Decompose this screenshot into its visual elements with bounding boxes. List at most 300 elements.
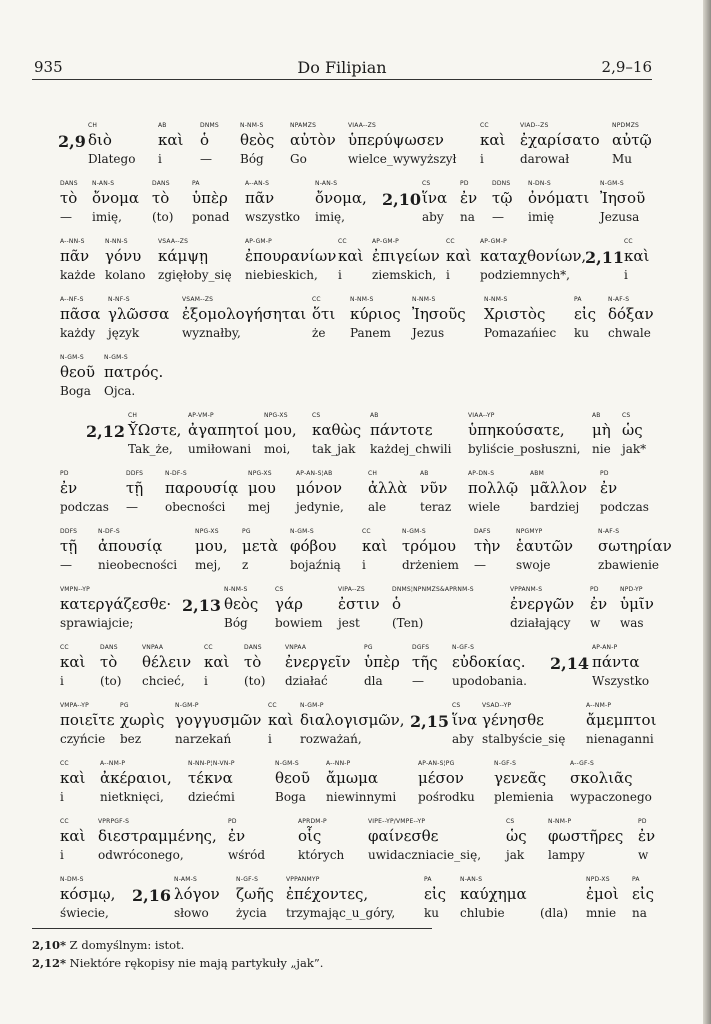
greek-word: ἐχαρίσατο — [520, 131, 600, 149]
greek-word: ὑπὲρ — [192, 189, 228, 207]
polish-gloss: w — [590, 616, 601, 630]
verse-number: 2,13 — [182, 596, 221, 615]
greek-word: παρουσίᾳ — [165, 479, 239, 497]
morph-tag: CC — [60, 818, 69, 825]
greek-word: ὑπερύψωσεν — [348, 131, 444, 149]
polish-gloss: działający — [510, 616, 571, 630]
greek-word: αὐτῷ — [612, 131, 652, 149]
morph-tag: A--GF-S — [570, 760, 594, 767]
morph-tag: CC — [338, 238, 347, 245]
greek-word: καὶ — [480, 131, 506, 149]
polish-gloss: — — [60, 210, 72, 224]
greek-word: μου — [248, 479, 276, 497]
polish-gloss: wielce_wywyższył — [348, 152, 457, 166]
polish-gloss: jedynie, — [296, 500, 344, 514]
polish-gloss: — — [474, 558, 486, 572]
polish-gloss: Pomazańiec — [484, 326, 557, 340]
greek-word: αὐτὸν — [290, 131, 336, 149]
morph-tag: N-GM-P — [175, 702, 199, 709]
morph-tag: PA — [192, 180, 200, 187]
polish-gloss: swoje — [516, 558, 551, 572]
morph-tag: VSAD--YP — [482, 702, 512, 709]
morph-tag: A--NM-P — [100, 760, 126, 767]
morph-tag: AB — [592, 412, 601, 419]
morph-tag: CH — [368, 470, 378, 477]
greek-word: φαίνεσθε — [368, 827, 439, 845]
greek-word: ὡς — [506, 827, 527, 845]
polish-gloss: nienaganni — [586, 732, 654, 746]
greek-word: πάντοτε — [370, 421, 433, 439]
morph-tag: DNMS¦NPNMZS&APRNM-S — [392, 586, 474, 593]
morph-tag: APRDM-P — [298, 818, 327, 825]
polish-gloss: słowo — [174, 906, 209, 920]
morph-tag: N-NM-S — [224, 586, 248, 593]
morph-tag: DAFS — [474, 528, 491, 535]
polish-gloss: język — [108, 326, 140, 340]
polish-gloss: każdej_chwili — [370, 442, 452, 456]
morph-tag: N-NM-S — [350, 296, 374, 303]
morph-tag: DDNS — [492, 180, 511, 187]
polish-gloss: podziemnych*, — [480, 268, 570, 282]
polish-gloss: na — [632, 906, 647, 920]
morph-tag: CS — [312, 412, 321, 419]
morph-tag: N-GM-S — [60, 354, 84, 361]
greek-word: ὀνόματι — [528, 189, 590, 207]
polish-gloss: Go — [290, 152, 307, 166]
greek-word: ἐν — [228, 827, 246, 845]
polish-gloss: jak — [506, 848, 525, 862]
polish-gloss: i — [362, 558, 366, 572]
morph-tag: PD — [60, 470, 69, 477]
polish-gloss: życia — [236, 906, 267, 920]
polish-gloss: każdy — [60, 326, 96, 340]
greek-word: ἐν — [460, 189, 478, 207]
footnote-text: Niektóre rękopisy nie mają partykuły „jak”. — [66, 956, 324, 970]
morph-tag: NPDMZS — [612, 122, 640, 129]
greek-word: εἰς — [632, 885, 655, 903]
greek-word: θεὸς — [240, 131, 275, 149]
morph-tag: A--AN-S — [245, 180, 270, 187]
greek-word: καὶ — [338, 247, 364, 265]
polish-gloss: niewinnymi — [326, 790, 397, 804]
polish-gloss: Ojca. — [104, 384, 136, 398]
greek-word: γένησθε — [482, 711, 544, 729]
morph-tag: N-GM-P — [300, 702, 324, 709]
morph-tag: CC — [446, 238, 455, 245]
polish-gloss: (Ten) — [392, 616, 424, 630]
morph-tag: N-NF-S — [108, 296, 130, 303]
greek-word: καὶ — [204, 653, 230, 671]
greek-word: ἐμοὶ — [586, 885, 619, 903]
morph-tag: AP-AN-P — [592, 644, 618, 651]
polish-gloss: ku — [424, 906, 439, 920]
morph-tag: N-NN-P¦N-VN-P — [188, 760, 235, 767]
greek-word: διὸ — [88, 131, 112, 149]
morph-tag: N-DM-S — [60, 876, 84, 883]
greek-word: καὶ — [362, 537, 388, 555]
polish-gloss: — — [412, 674, 424, 688]
polish-gloss: ale — [368, 500, 387, 514]
greek-word: χωρὶς — [120, 711, 165, 729]
greek-word: ὡς — [622, 421, 643, 439]
polish-gloss: bez — [120, 732, 142, 746]
greek-word: πᾶσα — [60, 305, 101, 323]
polish-gloss: ponad — [192, 210, 230, 224]
morph-tag: N-DN-S — [528, 180, 551, 187]
polish-gloss: (to) — [100, 674, 122, 688]
greek-word: ἵνα — [452, 711, 478, 729]
greek-word: ἀγαπητοί — [188, 421, 260, 439]
polish-gloss: wśród — [228, 848, 266, 862]
morph-tag: N-AN-S — [315, 180, 338, 187]
greek-word: Ἰησοῦς — [412, 305, 466, 323]
polish-gloss: wypaczonego — [570, 790, 652, 804]
polish-gloss: moi, — [264, 442, 291, 456]
greek-word: φόβου — [290, 537, 337, 555]
header-rule — [32, 79, 652, 80]
footnote — [32, 956, 323, 970]
greek-word: τὸ — [60, 189, 78, 207]
polish-gloss: nieobecności — [98, 558, 178, 572]
greek-word: οἷς — [298, 827, 322, 845]
polish-gloss: i — [60, 674, 64, 688]
greek-word: ὑπηκούσατε, — [468, 421, 565, 439]
verse-number: 2,16 — [132, 886, 171, 905]
morph-tag: CC — [362, 528, 371, 535]
greek-word: ὑπὲρ — [364, 653, 400, 671]
polish-gloss: Jezusa — [600, 210, 640, 224]
morph-tag: N-GF-S — [236, 876, 259, 883]
polish-gloss: nietknięci, — [100, 790, 164, 804]
polish-gloss: z — [242, 558, 249, 572]
polish-gloss: i — [60, 848, 64, 862]
polish-gloss: sprawiajcie; — [60, 616, 134, 630]
polish-gloss: odwróconego, — [98, 848, 184, 862]
polish-gloss: — — [60, 558, 72, 572]
morph-tag: NPG-XS — [248, 470, 272, 477]
polish-gloss: każde — [60, 268, 96, 282]
morph-tag: DANS — [100, 644, 118, 651]
polish-gloss: imię, — [92, 210, 122, 224]
greek-word: ὄνομα, — [315, 189, 367, 207]
morph-tag: N-AM-S — [174, 876, 197, 883]
greek-word: ἐπιγείων — [372, 247, 440, 265]
greek-word: καὶ — [158, 131, 184, 149]
morph-tag: N-GF-S — [494, 760, 517, 767]
greek-word: λόγον — [174, 885, 220, 903]
morph-tag: NPGMYP — [516, 528, 543, 535]
greek-word: πᾶν — [60, 247, 90, 265]
morph-tag: CC — [204, 644, 213, 651]
morph-tag: VNPAA — [142, 644, 164, 651]
polish-gloss: ku — [574, 326, 589, 340]
greek-word: ῨΩστε, — [128, 421, 182, 439]
polish-gloss: Tak_że, — [128, 442, 173, 456]
morph-tag: VMPA--YP — [60, 702, 89, 709]
polish-gloss: upodobania. — [452, 674, 527, 688]
polish-gloss: nie — [592, 442, 611, 456]
verse-number: 2,14 — [550, 654, 589, 673]
polish-gloss: (to) — [244, 674, 266, 688]
morph-tag: VSAA--ZS — [158, 238, 189, 245]
polish-gloss: niebieskich, — [245, 268, 318, 282]
greek-word: ἐπέχοντες, — [286, 885, 369, 903]
morph-tag: PG — [120, 702, 129, 709]
greek-word: ἐν — [60, 479, 78, 497]
morph-tag: AP-VM-P — [188, 412, 214, 419]
morph-tag: N-NM-S — [240, 122, 264, 129]
greek-word: ποιεῖτε — [60, 711, 115, 729]
morph-tag: N-AF-S — [608, 296, 630, 303]
polish-gloss: że — [312, 326, 326, 340]
polish-gloss: świecie, — [60, 906, 109, 920]
morph-tag: CS — [422, 180, 431, 187]
greek-word: θεοῦ — [60, 363, 95, 381]
greek-word: καὶ — [446, 247, 472, 265]
greek-word: γογγυσμῶν — [175, 711, 262, 729]
polish-gloss: jak* — [622, 442, 647, 456]
polish-gloss: zbawienie — [598, 558, 660, 572]
morph-tag: CS — [506, 818, 515, 825]
morph-tag: VSAM--ZS — [182, 296, 214, 303]
morph-tag: DDFS — [60, 528, 78, 535]
footnote-rule — [32, 928, 432, 929]
morph-tag: N-GF-S — [452, 644, 475, 651]
greek-word: εἰς — [574, 305, 597, 323]
morph-tag: PD — [460, 180, 469, 187]
polish-gloss: Boga — [275, 790, 306, 804]
morph-tag: PA — [424, 876, 432, 883]
morph-tag: N-AN-S — [460, 876, 483, 883]
greek-word: τρόμου — [402, 537, 457, 555]
polish-gloss: imię — [528, 210, 555, 224]
morph-tag: N-NM-S — [484, 296, 508, 303]
morph-tag: N-DF-S — [98, 528, 120, 535]
greek-word: θεοῦ — [275, 769, 310, 787]
polish-gloss: ziemskich, — [372, 268, 437, 282]
polish-gloss: byliście_posłuszni, — [468, 442, 581, 456]
greek-word: ἐν — [590, 595, 608, 613]
morph-tag: N-AF-S — [598, 528, 620, 535]
morph-tag: CH — [128, 412, 138, 419]
morph-tag: DNMS — [200, 122, 219, 129]
morph-tag: AP-AN-S¦AB — [296, 470, 333, 477]
greek-word: μόνον — [296, 479, 343, 497]
morph-tag: VIAD--ZS — [520, 122, 549, 129]
greek-word: καὶ — [60, 769, 86, 787]
morph-tag: AP-GM-P — [480, 238, 507, 245]
verse-number: 2,9 — [58, 132, 86, 151]
polish-gloss: i — [204, 674, 208, 688]
footnote — [32, 938, 184, 952]
greek-word: ἐξομολογήσηται — [182, 305, 307, 323]
morph-tag: N-AN-S — [92, 180, 115, 187]
polish-gloss: bojaźnią — [290, 558, 341, 572]
chapter-range: 2,9–16 — [601, 58, 652, 76]
greek-word: μᾶλλον — [530, 479, 588, 497]
morph-tag: AP-AN-S¦PG — [418, 760, 455, 767]
morph-tag: VIPE--YP/VMPE--YP — [368, 818, 426, 825]
morph-tag: AB — [370, 412, 379, 419]
morph-tag: PD — [638, 818, 647, 825]
polish-gloss: uwidaczniacie_się, — [368, 848, 482, 862]
greek-word: τὸ — [152, 189, 170, 207]
greek-word: ἄμωμα — [326, 769, 378, 787]
polish-gloss: aby — [422, 210, 444, 224]
morph-tag: DDFS — [126, 470, 144, 477]
morph-tag: AB — [420, 470, 429, 477]
greek-word: τῇ — [126, 479, 144, 497]
greek-word: ὑμῖν — [620, 595, 654, 613]
morph-tag: PD — [590, 586, 599, 593]
greek-word: τὴν — [474, 537, 501, 555]
greek-word: ζωῆς — [236, 885, 274, 903]
polish-gloss: i — [624, 268, 628, 282]
polish-gloss: plemienia — [494, 790, 554, 804]
polish-gloss: zgięłoby_się — [158, 268, 232, 282]
morph-tag: N-NM-P — [548, 818, 572, 825]
greek-word: γενεᾶς — [494, 769, 547, 787]
polish-gloss: dla — [364, 674, 383, 688]
polish-gloss: umiłowani — [188, 442, 252, 456]
morph-tag: NPG-XS — [195, 528, 219, 535]
polish-gloss: działać — [285, 674, 328, 688]
morph-tag: DANS — [244, 644, 262, 651]
greek-word: ἐνεργῶν — [510, 595, 575, 613]
polish-gloss: narzekań — [175, 732, 232, 746]
polish-gloss: mej — [248, 500, 271, 514]
greek-word: δόξαν — [608, 305, 654, 323]
greek-word: ὅτι — [312, 305, 336, 323]
greek-word: μετὰ — [242, 537, 278, 555]
polish-gloss: obecności — [165, 500, 226, 514]
polish-gloss: chwale — [608, 326, 651, 340]
greek-word: εὐδοκίας. — [452, 653, 526, 671]
morph-tag: CC — [268, 702, 277, 709]
greek-word: μου, — [195, 537, 228, 555]
greek-word: καὶ — [60, 827, 86, 845]
morph-tag: NPD-YP — [620, 586, 643, 593]
polish-gloss: jest — [338, 616, 360, 630]
greek-word: μὴ — [592, 421, 611, 439]
morph-tag: N-NN-S — [105, 238, 128, 245]
polish-gloss: lampy — [548, 848, 585, 862]
greek-word: καύχημα — [460, 885, 527, 903]
greek-word: κατεργάζεσθε· — [60, 595, 172, 613]
polish-gloss: kolano — [105, 268, 146, 282]
morph-tag: CC — [312, 296, 321, 303]
morph-tag: NPD-XS — [586, 876, 610, 883]
greek-word: πάντα — [592, 653, 640, 671]
greek-word: διαλογισμῶν, — [300, 711, 405, 729]
polish-gloss: Bóg — [224, 616, 248, 630]
greek-word: τῇ — [60, 537, 78, 555]
greek-word: καταχθονίων, — [480, 247, 587, 265]
polish-gloss: wyznałby, — [182, 326, 241, 340]
morph-tag: AB — [158, 122, 167, 129]
footnote-ref: 2,12* — [32, 956, 67, 970]
polish-gloss: (to) — [152, 210, 174, 224]
morph-tag: PD — [228, 818, 237, 825]
greek-word: ἀλλὰ — [368, 479, 408, 497]
polish-gloss: darował — [520, 152, 570, 166]
greek-word: τέκνα — [188, 769, 233, 787]
greek-word: μέσον — [418, 769, 464, 787]
polish-gloss: czyńcie — [60, 732, 106, 746]
verse-number: 2,10 — [382, 190, 421, 209]
book-title: Do Filipian — [297, 58, 387, 77]
greek-word: ἐν — [638, 827, 656, 845]
polish-gloss: wiele — [468, 500, 501, 514]
polish-gloss: teraz — [420, 500, 452, 514]
polish-gloss: chcieć, — [142, 674, 185, 688]
greek-word: πολλῷ — [468, 479, 519, 497]
morph-tag: A--NN-S — [60, 238, 85, 245]
morph-tag: ABM — [530, 470, 544, 477]
polish-gloss: Mu — [612, 152, 633, 166]
polish-gloss: i — [60, 790, 64, 804]
polish-gloss: których — [298, 848, 345, 862]
polish-gloss: trzymając_u_góry, — [286, 906, 396, 920]
polish-gloss: bowiem — [275, 616, 323, 630]
morph-tag: CS — [452, 702, 461, 709]
greek-word: καὶ — [60, 653, 86, 671]
morph-tag: A--NF-S — [60, 296, 84, 303]
polish-gloss: was — [620, 616, 644, 630]
morph-tag: VIPA--ZS — [338, 586, 365, 593]
greek-word: ὁ — [392, 595, 402, 613]
morph-tag: PG — [364, 644, 373, 651]
polish-gloss: dziećmi — [188, 790, 235, 804]
polish-gloss: Panem — [350, 326, 391, 340]
greek-word: τῷ — [492, 189, 513, 207]
morph-tag: VIAA--YP — [468, 412, 495, 419]
morph-tag: VPRPGF-S — [98, 818, 130, 825]
polish-gloss: stalbyście_się — [482, 732, 566, 746]
greek-word: ὄνομα — [92, 189, 140, 207]
greek-word: γόνυ — [105, 247, 142, 265]
polish-gloss: wszystko — [245, 210, 301, 224]
morph-tag: VMPN--YP — [60, 586, 90, 593]
morph-tag: CS — [275, 586, 284, 593]
polish-gloss: Wszystko — [592, 674, 650, 688]
verse-number: 2,15 — [410, 712, 449, 731]
morph-tag: CC — [624, 238, 633, 245]
polish-gloss: i — [158, 152, 162, 166]
morph-tag: DANS — [60, 180, 78, 187]
polish-gloss: na — [460, 210, 475, 224]
greek-word: καὶ — [268, 711, 294, 729]
polish-gloss: Boga — [60, 384, 91, 398]
polish-gloss: — — [126, 500, 138, 514]
polish-gloss: i — [338, 268, 342, 282]
morph-tag: VPPANM-S — [510, 586, 543, 593]
morph-tag: N-NM-S — [412, 296, 436, 303]
morph-tag: NPAMZS — [290, 122, 317, 129]
morph-tag: CH — [88, 122, 98, 129]
greek-word: Ἰησοῦ — [600, 189, 646, 207]
morph-tag: PA — [632, 876, 640, 883]
morph-tag: CC — [60, 760, 69, 767]
morph-tag: PG — [242, 528, 251, 535]
greek-word: ἀπουσίᾳ — [98, 537, 163, 555]
polish-gloss: podczas — [60, 500, 109, 514]
greek-word: εἰς — [424, 885, 447, 903]
greek-word: τὸ — [244, 653, 262, 671]
polish-gloss: imię, — [315, 210, 345, 224]
morph-tag: N-GM-S — [600, 180, 624, 187]
greek-word: κάμψῃ — [158, 247, 209, 265]
